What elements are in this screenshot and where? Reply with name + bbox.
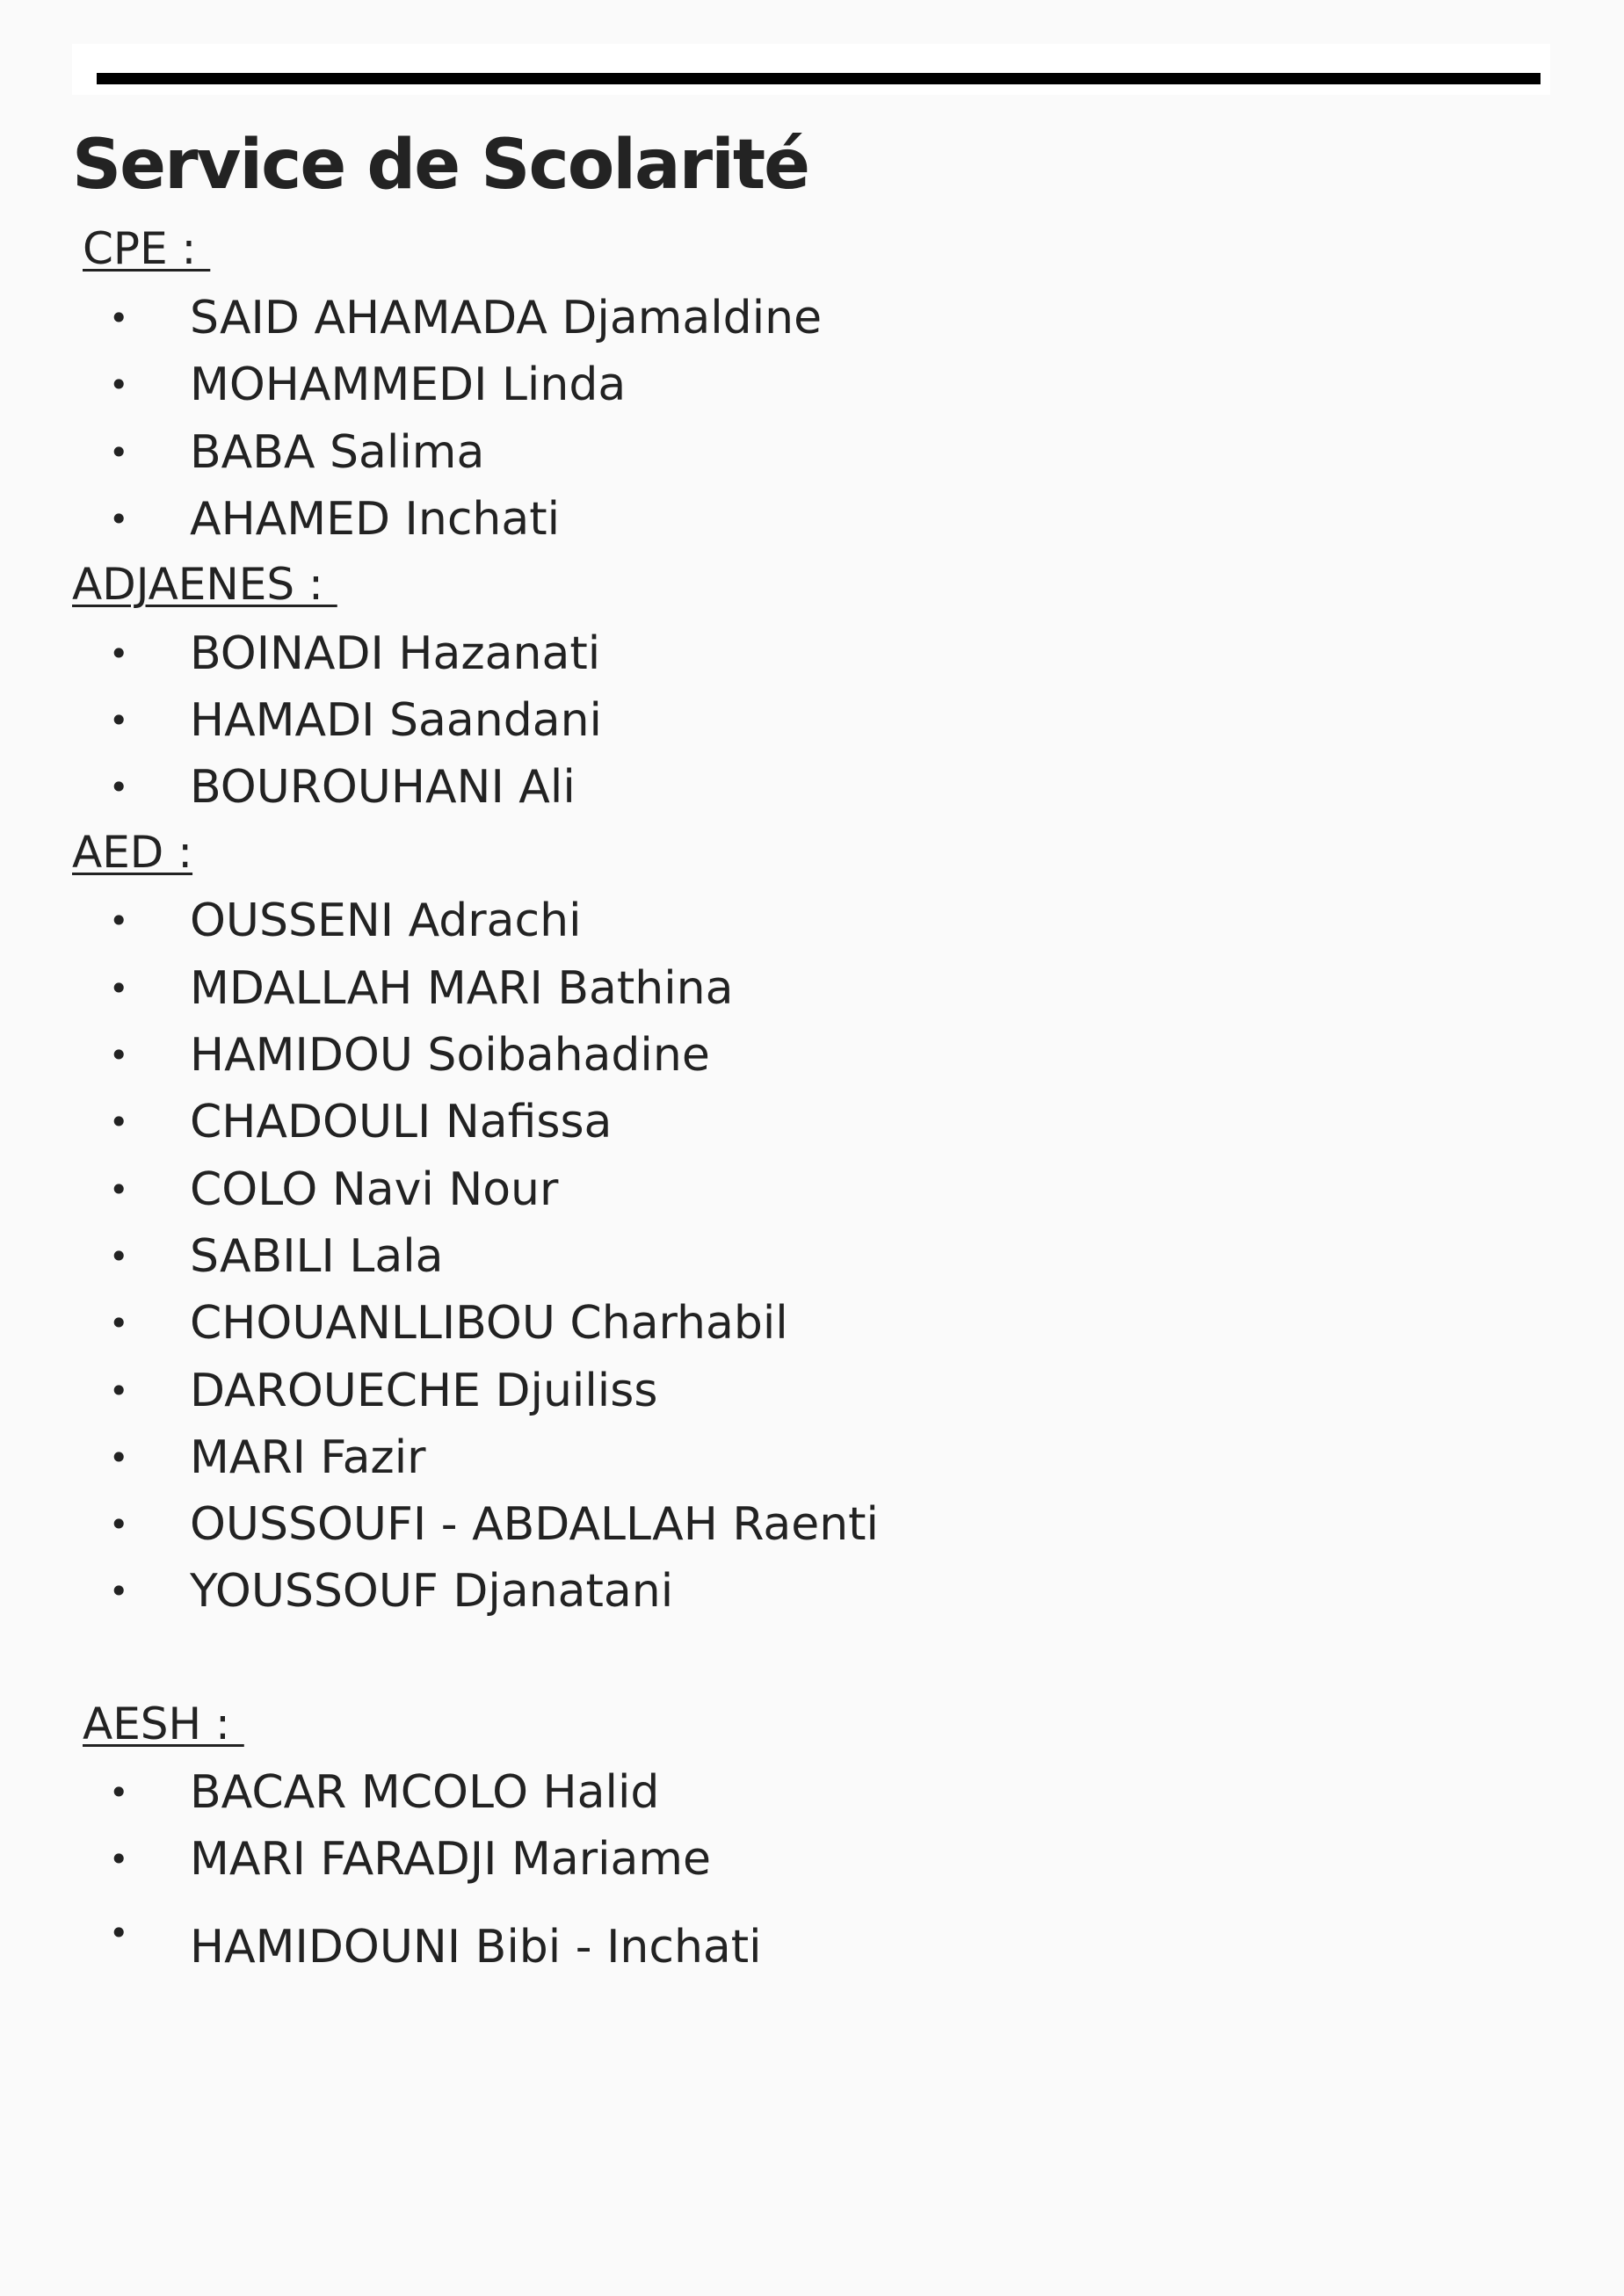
list-item xyxy=(0,1089,1055,1155)
list-item xyxy=(0,620,1055,687)
header-rule xyxy=(97,73,1541,84)
staff-name: OUSSENI Adrachi xyxy=(190,894,582,947)
bullet-icon: • xyxy=(109,1372,129,1410)
list-item xyxy=(0,285,1055,351)
page-title: Service de Scolarité xyxy=(72,126,809,205)
list-item xyxy=(0,1826,1055,1893)
list-item xyxy=(0,887,1055,954)
list-item xyxy=(0,1491,1055,1558)
bullet-icon: • xyxy=(109,366,129,404)
staff-name: SAID AHAMADA Djamaldine xyxy=(190,292,823,344)
bullet-icon: • xyxy=(109,299,129,337)
bullet-icon: • xyxy=(109,634,129,673)
list-item xyxy=(0,1223,1055,1290)
bullet-icon: • xyxy=(109,969,129,1008)
staff-name: OUSSOUFI - ABDALLAH Raenti xyxy=(190,1498,879,1551)
list-item xyxy=(0,1558,1055,1625)
staff-name: BACAR MCOLO Halid xyxy=(190,1766,660,1819)
bullet-icon: • xyxy=(109,1103,129,1141)
staff-name: MOHAMMEDI Linda xyxy=(190,359,627,411)
list-item xyxy=(0,486,1055,553)
staff-name: BOUROUHANI Ali xyxy=(190,761,576,814)
list-item xyxy=(0,419,1055,486)
bullet-icon: • xyxy=(109,768,129,807)
section-heading-aed: AED : xyxy=(72,827,193,878)
list-item xyxy=(0,1914,1055,1981)
bullet-icon: • xyxy=(109,1036,129,1075)
header-box xyxy=(72,44,1550,95)
list-item xyxy=(0,1290,1055,1357)
section-heading-cpe: CPE : xyxy=(83,223,211,274)
bullet-icon: • xyxy=(109,1773,129,1812)
bullet-icon: • xyxy=(109,902,129,940)
list-item xyxy=(0,1424,1055,1491)
list-item xyxy=(0,1156,1055,1223)
list-item xyxy=(0,351,1055,418)
bullet-icon: • xyxy=(109,433,129,472)
section-heading-adjaenes: ADJAENES : xyxy=(72,559,337,610)
staff-name: MDALLAH MARI Bathina xyxy=(190,962,734,1015)
bullet-icon: • xyxy=(109,1572,129,1611)
section-heading-aesh: AESH : xyxy=(83,1698,244,1749)
list-item xyxy=(0,754,1055,821)
staff-name: MARI FARADJI Mariame xyxy=(190,1833,712,1886)
staff-name: CHOUANLLIBOU Charhabil xyxy=(190,1297,788,1350)
staff-name: MARI Fazir xyxy=(190,1431,426,1484)
bullet-icon: • xyxy=(109,1438,129,1477)
staff-name: AHAMED Inchati xyxy=(190,493,561,546)
staff-name: HAMIDOU Soibahadine xyxy=(190,1029,710,1082)
staff-name: COLO Navi Nour xyxy=(190,1163,559,1216)
list-item xyxy=(0,687,1055,754)
bullet-icon: • xyxy=(109,1170,129,1209)
bullet-icon: • xyxy=(109,1304,129,1343)
bullet-icon: • xyxy=(109,500,129,539)
staff-name: CHADOULI Nafissa xyxy=(190,1096,613,1148)
bullet-icon: • xyxy=(109,701,129,740)
list-item xyxy=(0,1358,1055,1424)
staff-name: SABILI Lala xyxy=(190,1230,444,1283)
bullet-icon: • xyxy=(109,1505,129,1544)
list-item xyxy=(0,1759,1055,1826)
bullet-icon: • xyxy=(109,1914,129,1952)
staff-name: HAMADI Saandani xyxy=(190,694,602,747)
list-item xyxy=(0,1022,1055,1089)
staff-name: DAROUECHE Djuiliss xyxy=(190,1365,658,1417)
list-item xyxy=(0,955,1055,1022)
bullet-icon: • xyxy=(109,1237,129,1276)
staff-name: BABA Salima xyxy=(190,426,485,479)
staff-name: BOINADI Hazanati xyxy=(190,627,601,680)
bullet-icon: • xyxy=(109,1840,129,1879)
staff-name: YOUSSOUF Djanatani xyxy=(190,1565,674,1618)
staff-name: HAMIDOUNI Bibi - Inchati xyxy=(190,1921,762,1974)
